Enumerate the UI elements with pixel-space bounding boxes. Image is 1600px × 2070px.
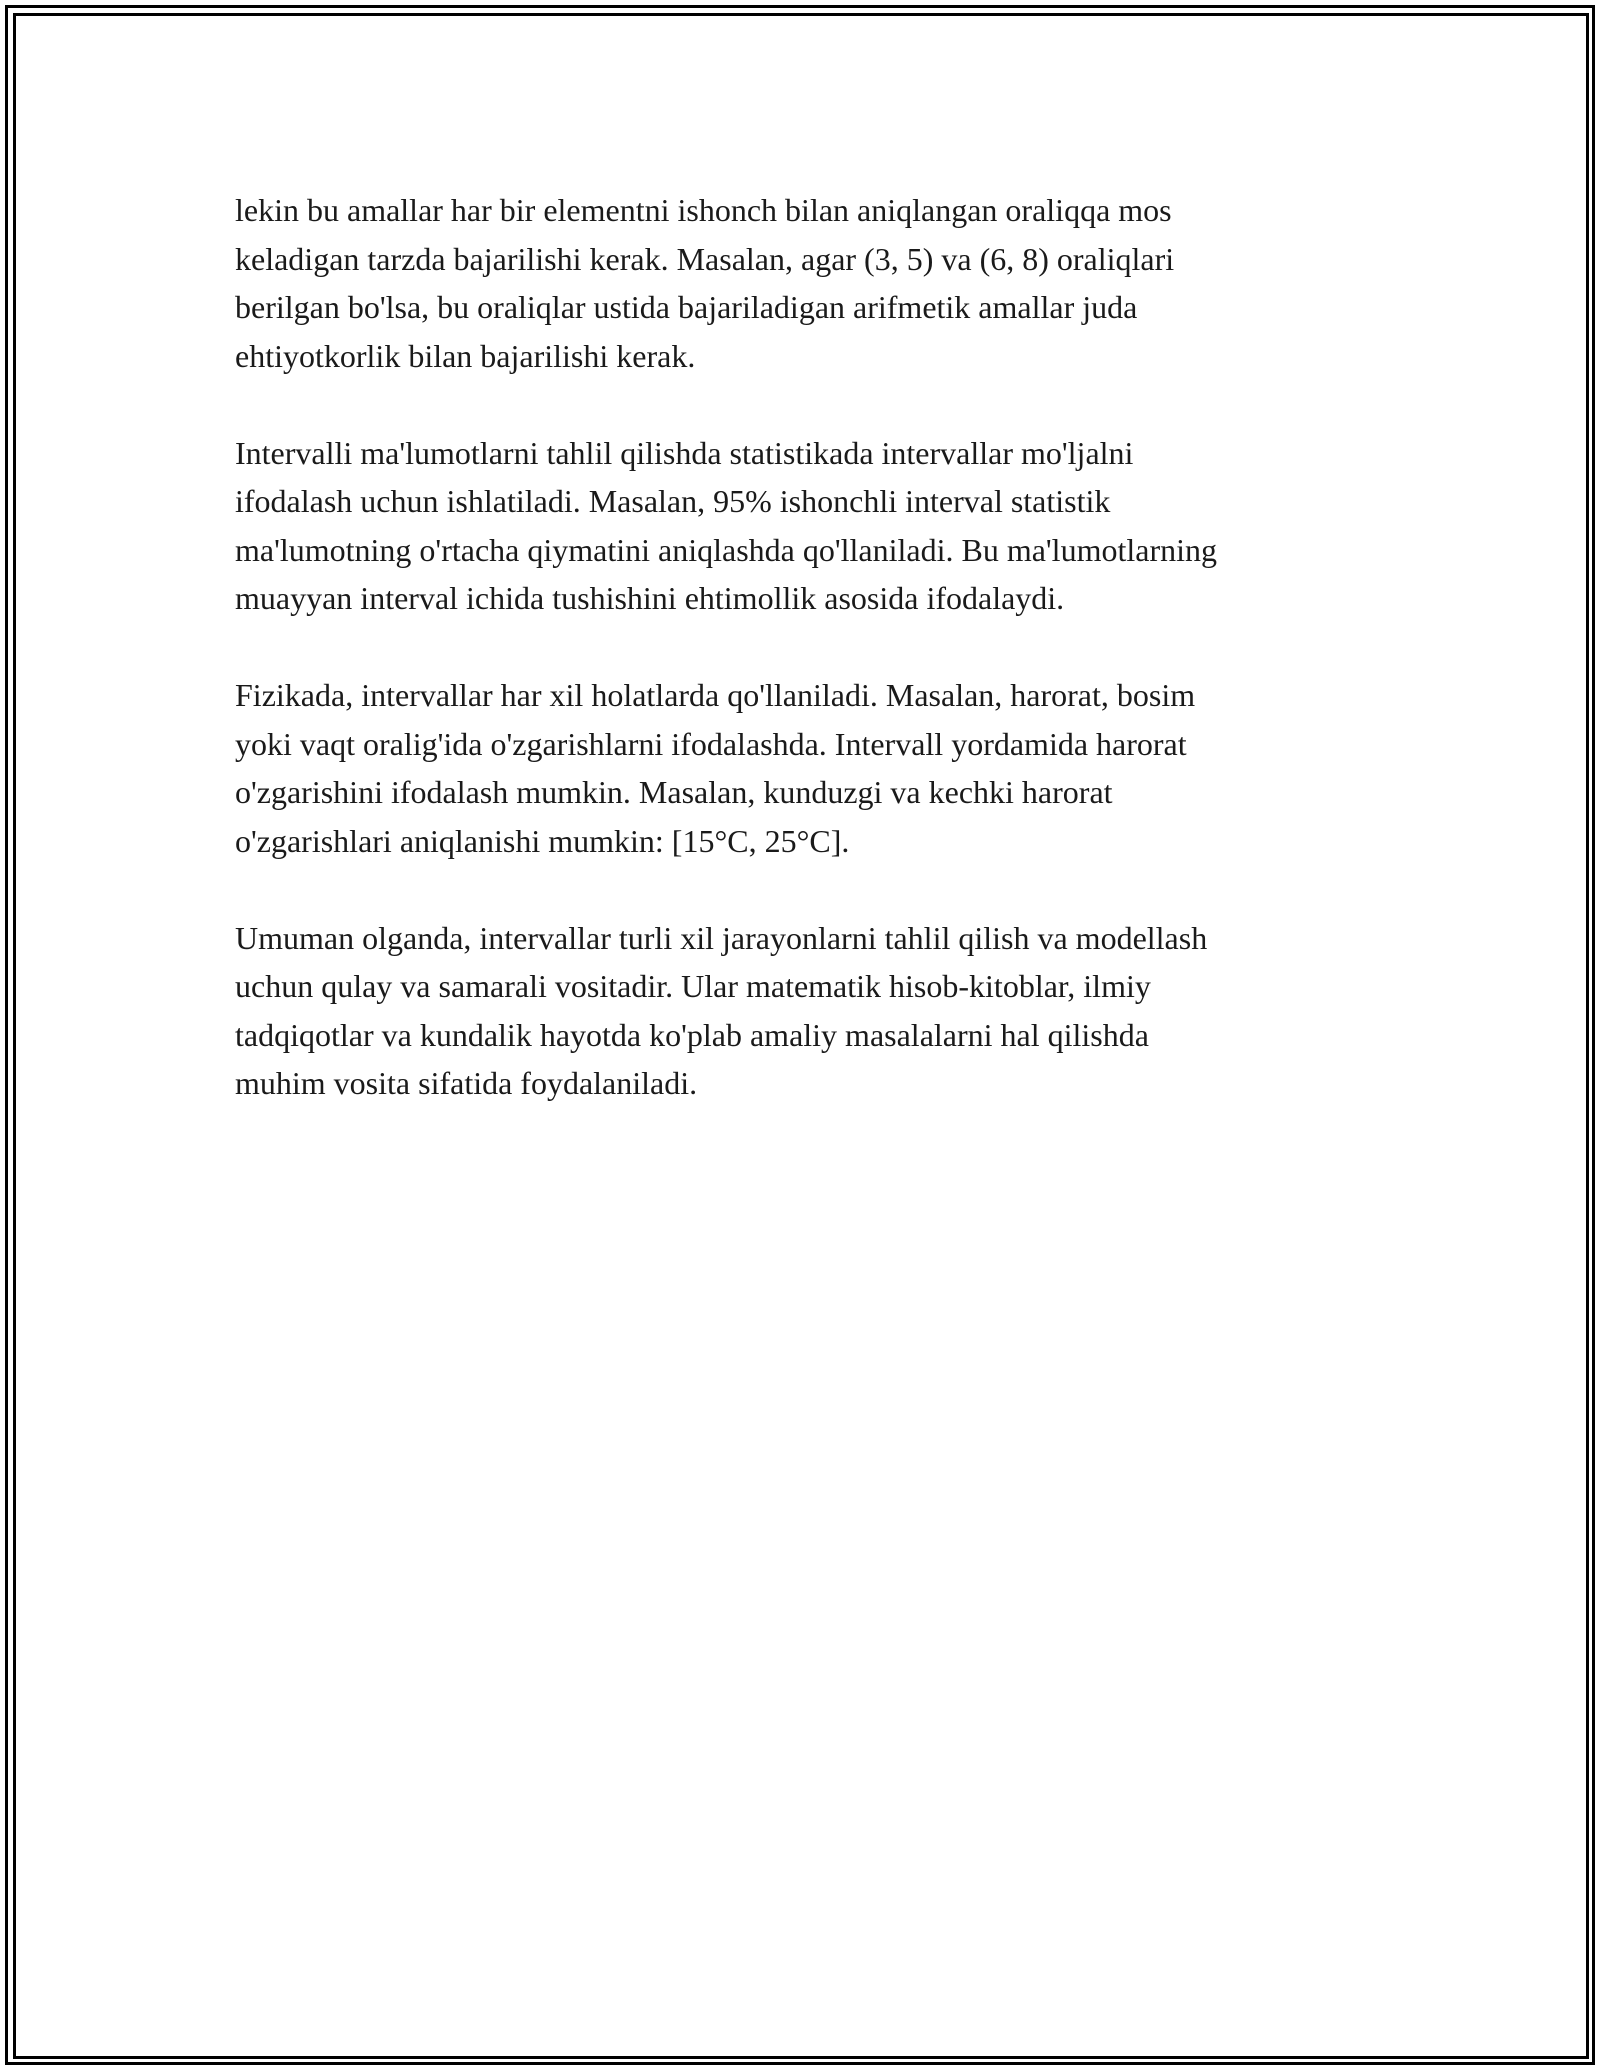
paragraph-statistics-intro xyxy=(235,186,1375,380)
text-line: Intervalli ma'lumotlarni tahlil qilishda statistikada intervallar mo'ljalni xyxy=(235,434,1134,471)
text-line: Fizikada, intervallar har xil holatlarda qo'llaniladi. Masalan, harorat, bosim xyxy=(235,677,1196,713)
text-line: ifodalash uchun ishlatiladi. Masalan, 95% ishonchli interval statistik xyxy=(235,483,1111,519)
paragraph-statistics xyxy=(235,429,1375,623)
text-line: keladigan tarzda bajarilishi kerak. Masalan, agar (3, 5) va (6, 8) oraliqlari xyxy=(235,240,1175,277)
text-line: tadqiqotlar va kundalik hayotda ko'plab amaliy masalalarni hal qilishda xyxy=(235,1016,1149,1053)
text-line: lekin bu amallar har bir elementni ishonch bilan aniqlangan oraliqqa mos xyxy=(235,192,1172,228)
text-line: uchun qulay va samarali vositadir. Ular matematik hisob-kitoblar, ilmiy xyxy=(235,968,1151,1004)
text-line: muhim vosita sifatida foydalaniladi. xyxy=(235,1065,698,1101)
paragraph-conclusion xyxy=(235,914,1375,1108)
text-line: o'zgarishini ifodalash mumkin. Masalan, kunduzgi va kechki harorat xyxy=(235,774,1113,810)
text-line: muayyan interval ichida tushishini ehtimollik asosida ifodalaydi. xyxy=(235,580,1065,616)
text-line: berilgan bo'lsa, bu oraliqlar ustida bajariladigan arifmetik amallar juda xyxy=(235,289,1138,325)
text-line: yoki vaqt oralig'ida o'zgarishlarni ifodalashda. Intervall yordamida harorat xyxy=(235,725,1187,762)
text-line: Umuman olganda, intervallar turli xil jarayonlarni tahlil qilish va modellash xyxy=(235,919,1208,956)
document-body xyxy=(235,186,1375,1156)
text-line: ma'lumotning o'rtacha qiymatini aniqlashda qo'llaniladi. Bu ma'lumotlarning xyxy=(235,531,1217,568)
paragraph-physics xyxy=(235,671,1375,865)
text-line: ehtiyotkorlik bilan bajarilishi kerak. xyxy=(235,337,696,374)
text-line: o'zgarishlari aniqlanishi mumkin: [15°C, 25°C]. xyxy=(235,822,850,859)
